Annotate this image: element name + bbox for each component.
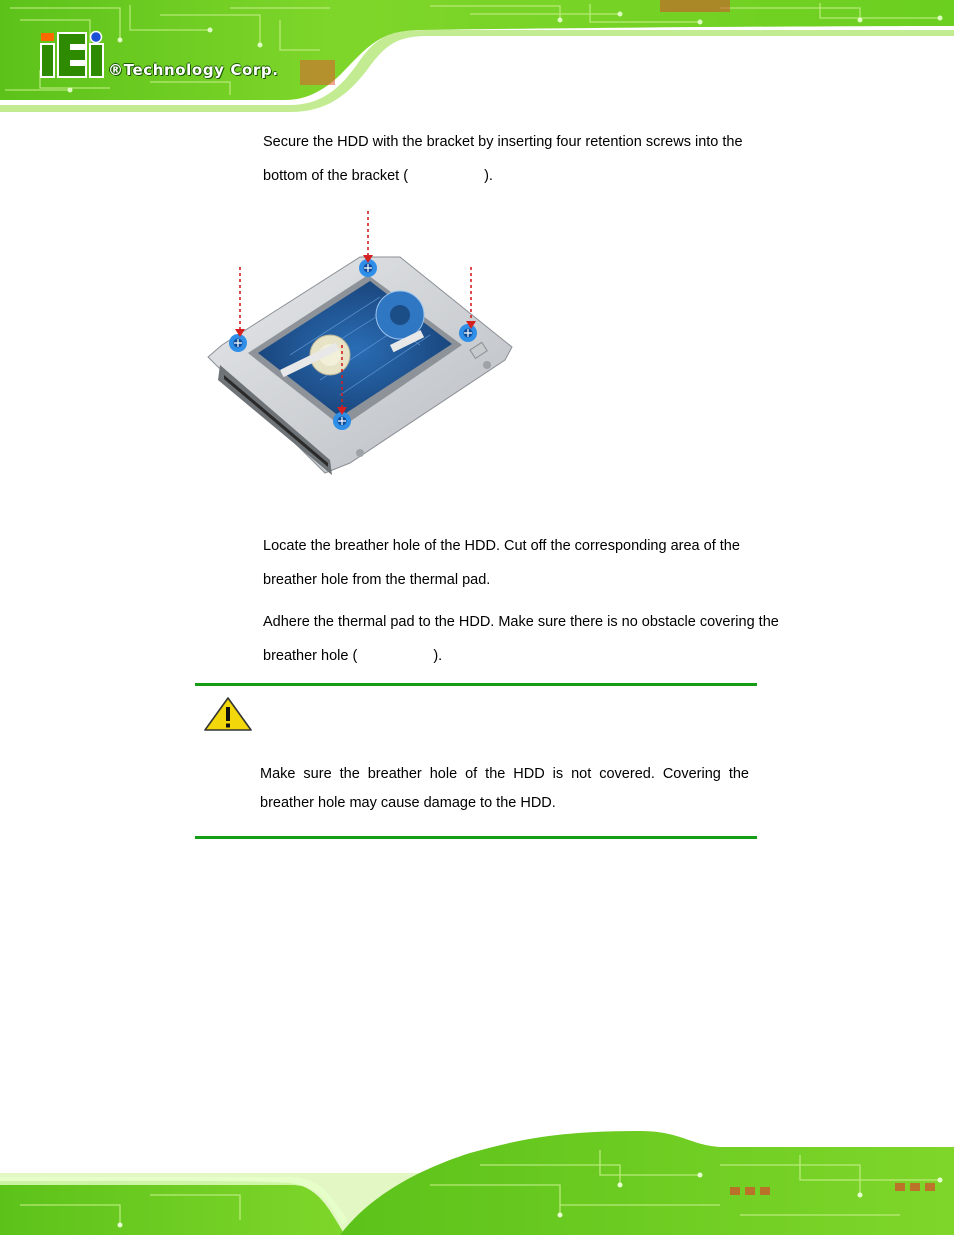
warning-text: Make sure the breather hole of the HDD is not covered. Covering the breather hole may cause damage to the HDD.	[260, 766, 749, 811]
step-1-line-2-suffix: ).	[484, 168, 493, 184]
brand-logo-text: ®Technology Corp.	[108, 61, 279, 79]
footer-banner	[0, 1125, 954, 1235]
hdd-bracket-figure	[200, 205, 530, 485]
header-banner	[0, 0, 954, 112]
step-3-line-1: Adhere the thermal pad to the HDD. Make sure there is no obstacle covering the	[263, 614, 779, 630]
hdd-bracket-image	[200, 205, 530, 485]
step-1-line-2-prefix: bottom of the bracket (	[263, 168, 409, 184]
step-3-paragraph	[263, 605, 779, 673]
step-3-line-2-prefix: breather hole (	[263, 648, 358, 664]
warning-bottom-rule	[195, 836, 757, 839]
step-3-line-2-suffix: ).	[433, 648, 443, 664]
step-2-paragraph	[263, 529, 740, 597]
step-1-line-2	[263, 159, 743, 193]
warning-top-rule	[195, 683, 757, 686]
step-1-line-1: Secure the HDD with the bracket by inserting four retention screws into the	[263, 134, 743, 150]
step-1-paragraph	[263, 125, 743, 193]
step-3-line-2	[263, 639, 779, 673]
step-2-line-1: Locate the breather hole of the HDD. Cut off the corresponding area of the	[263, 538, 740, 554]
step-2-line-2: breather hole from the thermal pad.	[263, 572, 491, 588]
circuit-board-header-graphic	[0, 0, 954, 112]
warning-triangle-icon	[203, 696, 253, 732]
circuit-board-footer-graphic	[0, 1125, 954, 1235]
